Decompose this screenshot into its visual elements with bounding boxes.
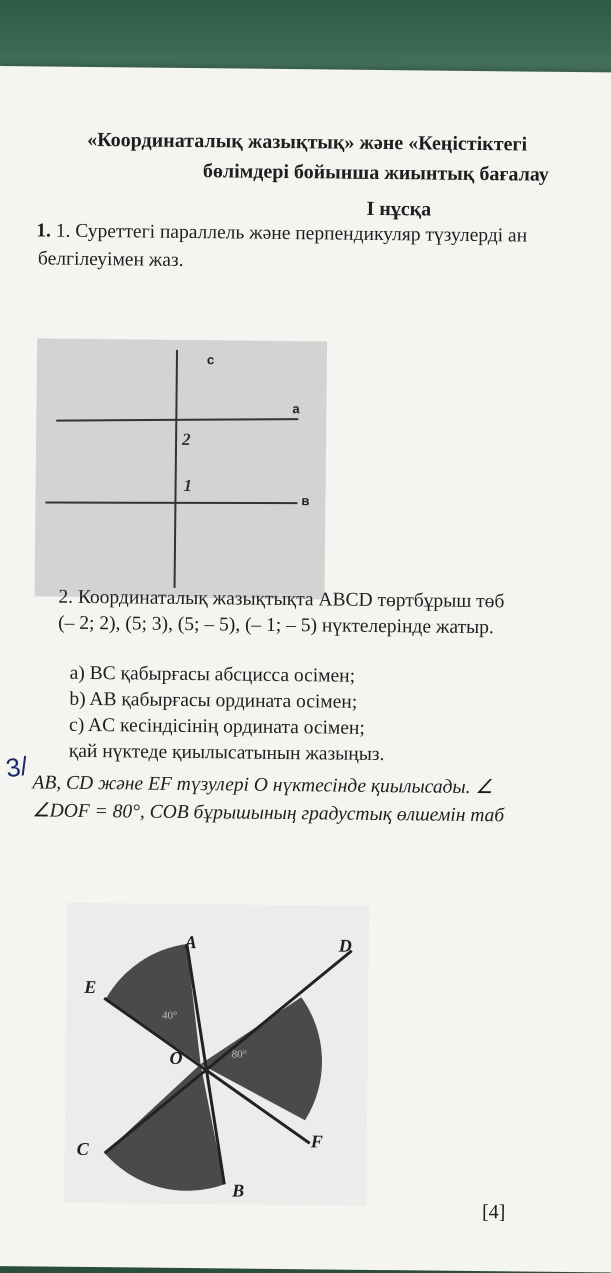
point-f-label: F <box>310 1131 323 1152</box>
q2-item-a: a) BC қабырғасы абсцисса осімен; <box>69 662 356 687</box>
q2-ending: қай нүктеде қиылысатынын жазыңыз. <box>68 740 385 766</box>
angles-diagram <box>64 903 369 1206</box>
point-b-label: B <box>232 1180 245 1201</box>
title-line-2: бөлімдері бойынша жиынтық бағалау <box>202 160 549 186</box>
score-label: [4] <box>481 1201 506 1224</box>
line-c <box>175 350 177 588</box>
q1-text-line-1: 1. 1. Суреттегі параллель және перпендикуляр түзулерді ан <box>36 220 528 247</box>
line-b-label: в <box>301 493 310 509</box>
line-a-label: a <box>292 401 300 417</box>
variant-label: I нұсқа <box>366 197 432 221</box>
q2-text-line-1: 2. Координаталық жазықтықта ABCD төртбұрыш төб <box>58 586 505 613</box>
point-c-label: C <box>76 1138 89 1159</box>
worksheet-page <box>0 66 611 1273</box>
sector-eoa <box>106 943 202 1064</box>
point-o-label: O <box>169 1047 183 1068</box>
q3-text-line-2: ∠DOF = 80°, COB бұрышының градустық өлшемін таб <box>32 800 505 827</box>
angle-80-label: 80° <box>231 1048 248 1061</box>
q1-figure <box>34 338 327 599</box>
point-a-label: A <box>184 931 197 953</box>
handwritten-mark: 3/ <box>3 750 30 784</box>
q2-item-b: b) AB қабырғасы ордината осімен; <box>69 688 358 713</box>
angle-1-label: 1 <box>183 475 193 496</box>
angle-2-label: 2 <box>182 429 191 450</box>
q3-text-line-1: AB, CD және EF түзулері O нүктесінде қиылысады. ∠ <box>32 772 494 799</box>
lines-diagram <box>34 338 327 599</box>
title-line-1: «Координаталық жазықтық» және «Кеңістіктегі <box>87 128 528 156</box>
line-b <box>45 500 297 505</box>
q3-figure <box>64 903 369 1206</box>
q2-text-line-2: (– 2; 2), (5; 3), (5; – 5), (– 1; – 5) нүктелерінде жатыр. <box>58 612 494 639</box>
point-d-label: D <box>338 935 352 956</box>
line-c-label: c <box>206 352 215 368</box>
angle-40-label: 40° <box>162 1009 178 1022</box>
point-e-label: E <box>84 976 97 998</box>
q2-item-c: c) AC кесіндісінің ордината осімен; <box>68 714 365 739</box>
q1-text-line-2: белгілеуімен жаз. <box>37 248 184 271</box>
q1-text: 1. Суреттегі параллель және перпендикуляр түзулерді ан <box>55 220 528 247</box>
